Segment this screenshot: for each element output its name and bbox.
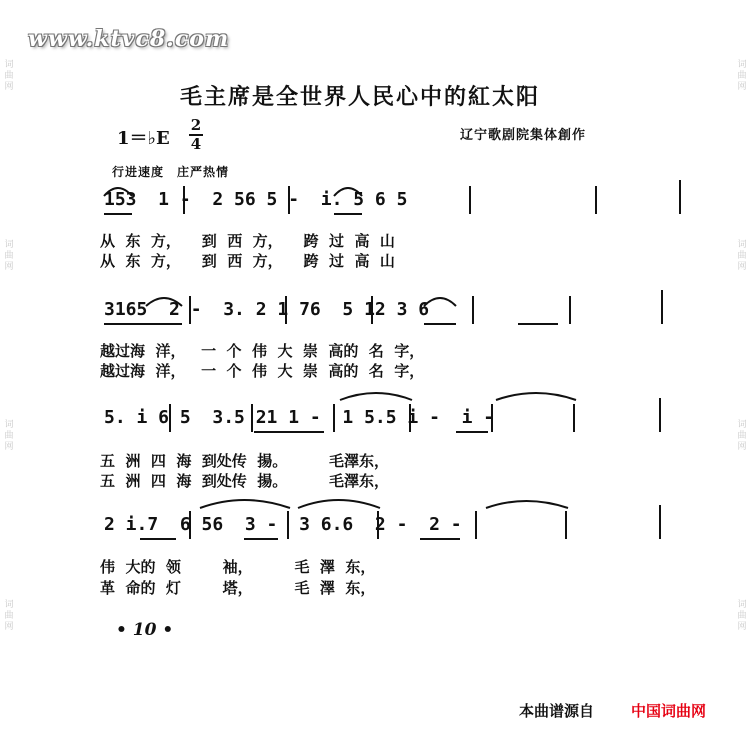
notes-row-2: 3165 2 - 3. 2 1 76 5 12 3 6 [104,299,430,320]
lyric-row-4-verse-2: 革 命的 灯 塔， 毛 澤 东， [100,579,376,597]
tie [486,501,568,508]
time-signature-bottom: 4 [190,135,202,153]
tie [340,393,412,400]
lyric-row-3-verse-2: 五 洲 四 海 到处传 揚。 毛澤东， [100,472,390,490]
key-signature: 1＝♭E [117,128,170,149]
lyric-row-3-verse-1: 五 洲 四 海 到处传 揚。 毛澤东， [100,452,390,470]
side-watermark-right: 词 曲 网 [737,60,747,92]
tie [496,393,576,400]
lyric-row-1-verse-1: 从 东 方， 到 西 方， 跨 过 高 山 [100,232,395,250]
slur [334,188,362,196]
composer-credit: 辽宁歌剧院集体創作 [460,128,587,143]
notes-row-1: 153 1 - 2 56 5 - i. 5 6 5 [104,189,408,210]
song-title: 毛主席是全世界人民心中的紅太阳 [180,84,541,110]
side-watermark-left-4: 词 曲 网 [4,600,14,632]
lyric-row-4-verse-1: 伟 大的 领 袖， 毛 澤 东， [100,558,376,576]
lyric-row-2-verse-1: 越过海 洋， 一 个 伟 大 崇 高的 名 字， [100,342,425,360]
tie [298,500,380,508]
time-signature-top: 2 [190,116,202,134]
lyric-row-1-verse-2: 从 东 方， 到 西 方， 跨 过 高 山 [100,252,395,270]
notes-row-3: 5. i 6 5 3.5 21 1 - 1 5.5 i - i - [104,407,495,428]
page-number: • 10 • [116,620,174,640]
side-watermark-left-3: 词 曲 网 [4,420,14,452]
slur [424,298,456,306]
tie [200,500,290,508]
source-label: 本曲谱源自 [519,702,595,720]
side-watermark-right-4: 词 曲 网 [737,600,747,632]
source-site-link[interactable]: 中国词曲网 [631,702,707,720]
side-watermark-left-2: 词 曲 网 [4,240,14,272]
side-watermark-right-2: 词 曲 网 [737,240,747,272]
lyric-row-2-verse-2: 越过海 洋， 一 个 伟 大 崇 高的 名 字， [100,362,425,380]
side-watermark-right-3: 词 曲 网 [737,420,747,452]
site-watermark: www.ktvc8.com [28,26,230,52]
slur [146,298,182,306]
slur [104,188,132,196]
side-watermark-left: 词 曲 网 [4,60,14,92]
notes-row-4: 2 i.7 6 56 3 - 3 6.6 2 - 2 - [104,514,462,535]
tempo-marking: 行进速度 庄严热情 [112,165,230,179]
